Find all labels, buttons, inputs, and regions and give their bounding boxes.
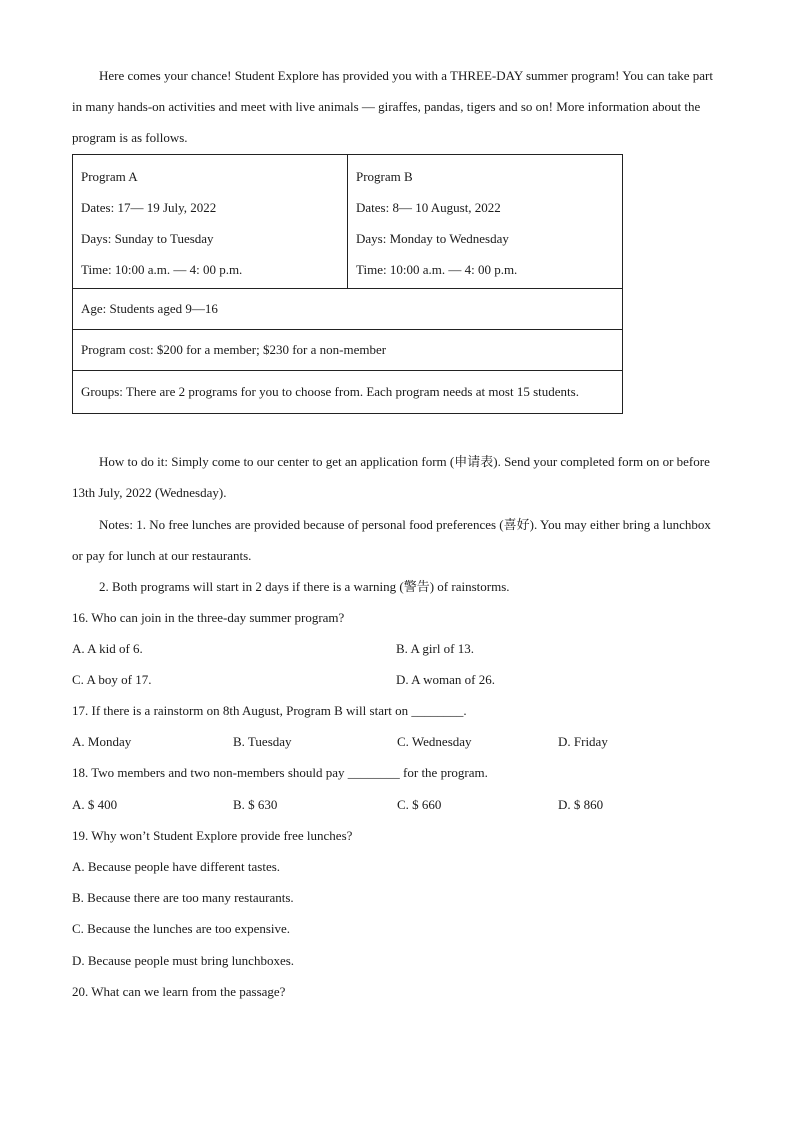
program-a-days: Days: Sunday to Tuesday <box>81 231 214 246</box>
q20-stem: 20. What can we learn from the passage? <box>72 984 286 999</box>
program-b-dates: Dates: 8— 10 August, 2022 <box>356 200 501 215</box>
q19-option-b: B. Because there are too many restaurants. <box>72 890 294 905</box>
q17-option-c: C. Wednesday <box>397 734 472 749</box>
age-cell <box>73 289 623 330</box>
how-to-paragraph: How to do it: Simply come to our center to get an application form (申请表). Send your completed form on or before 13th July, 2022 (Wednesday). <box>72 454 710 500</box>
program-a-dates: Dates: 17— 19 July, 2022 <box>81 200 217 215</box>
cost-text: Program cost: $200 for a member; $230 for a non-member <box>81 342 387 357</box>
program-b-title: Program B <box>356 169 413 184</box>
age-text: Age: Students aged 9—16 <box>81 301 218 316</box>
q16-option-a: A. A kid of 6. <box>72 641 143 656</box>
q17-option-d: D. Friday <box>558 734 608 749</box>
q18-option-c: C. $ 660 <box>397 797 442 812</box>
program-a-cell <box>73 155 348 289</box>
intro-paragraph: Here comes your chance! Student Explore has provided you with a THREE-DAY summer program! You can take part in many hands-on activities and meet with live animals — giraffes, pandas, tigers and so on! More information about the program is as follows. <box>72 68 713 145</box>
q17-option-a: A. Monday <box>72 734 132 749</box>
q19-stem: 19. Why won’t Student Explore provide free lunches? <box>72 828 353 843</box>
groups-text: Groups: There are 2 programs for you to choose from. Each program needs at most 15 students. <box>81 384 579 399</box>
q18-stem: 18. Two members and two non-members should pay ________ for the program. <box>72 765 488 780</box>
program-b-cell <box>348 155 623 289</box>
program-b-days: Days: Monday to Wednesday <box>356 231 509 246</box>
q19-option-d: D. Because people must bring lunchboxes. <box>72 953 295 968</box>
program-b-time: Time: 10:00 a.m. — 4: 00 p.m. <box>356 262 518 277</box>
program-a-time: Time: 10:00 a.m. — 4: 00 p.m. <box>81 262 243 277</box>
q17-option-b: B. Tuesday <box>233 734 292 749</box>
q16-option-c: C. A boy of 17. <box>72 672 152 687</box>
q16-option-b: B. A girl of 13. <box>396 641 475 656</box>
notes-2-line: 2. Both programs will start in 2 days if there is a warning (警告) of rainstorms. <box>99 579 510 594</box>
groups-cell <box>73 371 623 414</box>
cost-cell <box>73 330 623 371</box>
notes-1-paragraph: Notes: 1. No free lunches are provided because of personal food preferences (喜好). You may either bring a lunchbox or pay for lunch at our restaurants. <box>72 517 711 563</box>
q19-option-a: A. Because people have different tastes. <box>72 859 281 874</box>
q16-stem: 16. Who can join in the three-day summer program? <box>72 610 345 625</box>
program-info-table <box>72 154 623 414</box>
q18-option-d: D. $ 860 <box>558 797 604 812</box>
q18-option-b: B. $ 630 <box>233 797 278 812</box>
q18-option-a: A. $ 400 <box>72 797 118 812</box>
program-a-title: Program A <box>81 169 138 184</box>
q17-stem: 17. If there is a rainstorm on 8th August, Program B will start on ________. <box>72 703 467 718</box>
q16-option-d: D. A woman of 26. <box>396 672 495 687</box>
q19-option-c: C. Because the lunches are too expensive. <box>72 921 291 936</box>
